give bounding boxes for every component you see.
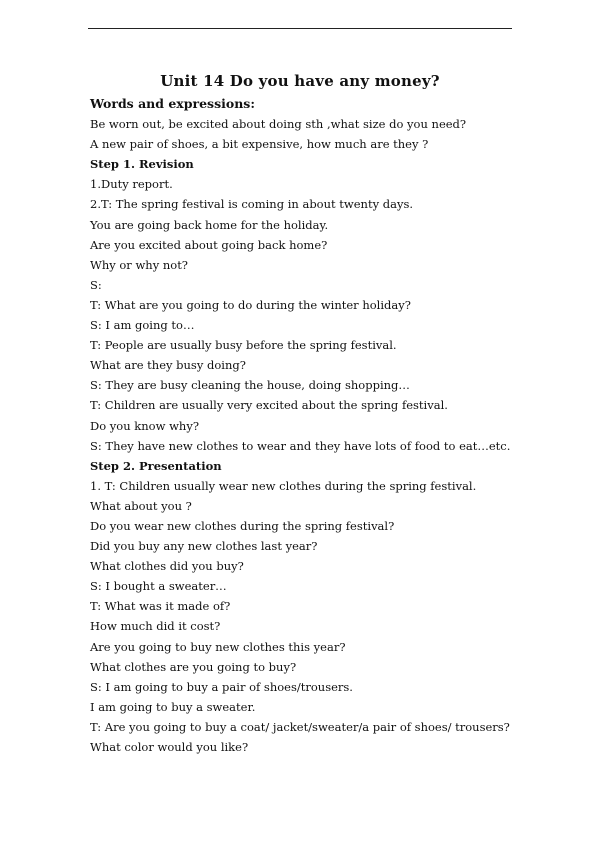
text-line: You are going back home for the holiday. bbox=[90, 217, 329, 232]
text-line: T: Children are usually very excited about the spring festival. bbox=[90, 398, 448, 413]
text-line: What about you ? bbox=[90, 498, 192, 513]
text-line: Be worn out, be excited about doing sth ,what size do you need? bbox=[90, 117, 467, 132]
text-line: S: I am going to… bbox=[90, 318, 195, 333]
section-heading: Words and expressions: bbox=[90, 96, 255, 111]
text-line: Are you excited about going back home? bbox=[90, 237, 328, 252]
text-line: T: What are you going to do during the winter holiday? bbox=[90, 297, 411, 312]
text-line: Did you buy any new clothes last year? bbox=[90, 539, 318, 554]
text-line: 1. T: Children usually wear new clothes during the spring festival. bbox=[90, 478, 477, 493]
text-line: How much did it cost? bbox=[90, 619, 221, 634]
text-line: I am going to buy a sweater. bbox=[90, 699, 256, 714]
text-line: T: What was it made of? bbox=[90, 599, 231, 614]
text-line: Why or why not? bbox=[90, 257, 188, 272]
text-line: S: I am going to buy a pair of shoes/trousers. bbox=[90, 679, 353, 694]
document-body bbox=[90, 94, 530, 757]
text-line: Do you wear new clothes during the spring festival? bbox=[90, 518, 395, 533]
section-heading: Step 1. Revision bbox=[90, 157, 194, 172]
text-line: T: People are usually busy before the spring festival. bbox=[90, 338, 397, 353]
page-title: Unit 14 Do you have any money? bbox=[160, 72, 440, 90]
text-line: A new pair of shoes, a bit expensive, how much are they ? bbox=[90, 137, 429, 152]
text-line: Do you know why? bbox=[90, 418, 199, 433]
text-line: Are you going to buy new clothes this year? bbox=[90, 639, 346, 654]
text-line: T: Are you going to buy a coat/ jacket/sweater/a pair of shoes/ trousers? bbox=[90, 719, 510, 734]
section-heading: Step 2. Presentation bbox=[90, 458, 222, 473]
header-rule bbox=[88, 28, 512, 29]
text-line: 2.T: The spring festival is coming in about twenty days. bbox=[90, 197, 414, 212]
text-line: What clothes did you buy? bbox=[90, 559, 244, 574]
text-line: S: They have new clothes to wear and they have lots of food to eat…etc. bbox=[90, 438, 511, 453]
text-line: What color would you like? bbox=[90, 740, 249, 754]
text-line: S: They are busy cleaning the house, doing shopping… bbox=[90, 378, 410, 393]
text-line: What are they busy doing? bbox=[90, 358, 246, 373]
text-line: 1.Duty report. bbox=[90, 177, 173, 192]
text-line: S: I bought a sweater… bbox=[90, 579, 227, 594]
text-line: S: bbox=[90, 277, 102, 292]
text-line: What clothes are you going to buy? bbox=[90, 659, 297, 674]
